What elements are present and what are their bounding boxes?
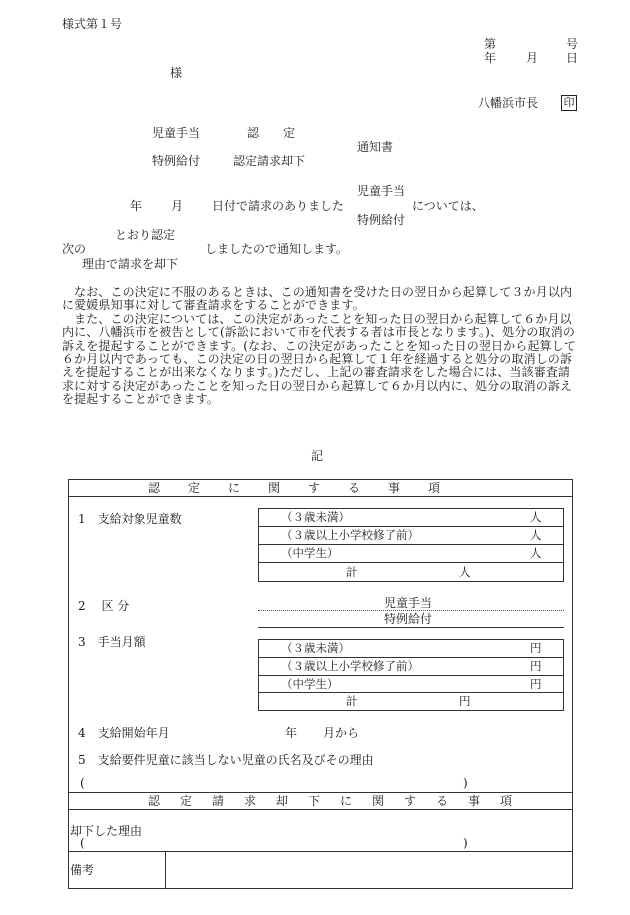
intro-month: 月 [171,199,184,213]
divider [68,496,573,497]
title-action-2: 認定請求却下 [233,154,306,168]
intro-option-1: とおり認定 [115,228,176,242]
item2-option-2: 特例給付 [384,612,433,626]
item1-label: 1 支給対象児童数 [78,512,182,526]
intro-notify: しましたので通知します。 [205,242,349,256]
title-kind-2: 特例給付 [152,154,201,168]
item5-label: 5 支給要件児童に該当しない児童の氏名及びその理由 [78,753,374,767]
item1-row-under3: （３歳未満） [281,510,350,524]
section1-header: 認定に関する事項 [148,481,469,495]
divider [258,562,564,563]
reject-close-paren: ) [463,836,468,850]
intro-kind-1: 児童手当 [357,184,406,198]
divider [68,792,573,793]
intro-about: については、 [412,199,484,213]
seal-stamp: 印 [561,95,577,111]
reject-open-paren: ( [80,836,85,850]
item5-close-paren: ) [463,776,468,790]
date-year: 年 [484,51,497,65]
intro-next: 次の [62,242,87,256]
item1-row-preschool: （３歳以上小学校修了前） [281,528,419,542]
title-action-1: 認 定 [247,126,296,140]
divider [68,851,573,852]
appeal-paragraph: なお、この決定に不服のあるときは、この通知書を受けた日の翌日から起算して３か月以内に愛媛県知事に対して審査請求をすることができます。 [62,285,573,313]
remarks-divider [165,851,166,889]
item3-unit: 円 [530,641,542,655]
date-day: 日 [566,51,579,65]
item1-unit: 人 [530,546,542,560]
intro-option-2: 理由で請求を却下 [82,257,179,271]
item3-label: 3 手当月額 [78,635,146,649]
item4-label: 4 支給開始年月 [78,726,170,740]
addressee-honorific: 様 [170,66,183,80]
item2-option-1: 児童手当 [384,596,433,610]
item3-total-label: 計 [346,694,358,708]
item2-dotted-divider [258,610,564,611]
doc-number-suffix: 号 [566,37,579,51]
issuer-name: 八幡浜市長 [478,96,539,110]
intro-kind-2: 特例給付 [357,213,406,227]
item3-unit: 円 [530,659,542,673]
ki-marker: 記 [311,449,324,463]
divider [68,809,573,810]
item4-year: 年 [285,726,298,740]
item1-unit: 人 [530,528,542,542]
item3-total-unit: 円 [459,694,471,708]
item1-row-junior: （中学生） [281,546,339,560]
item1-total-label: 計 [346,565,358,579]
item3-row-under3: （３歳未満） [281,641,350,655]
intro-date-text: 日付で請求のありました [212,199,345,213]
reject-reason-label: 却下した理由 [70,824,143,838]
title-kind-1: 児童手当 [152,126,201,140]
divider [258,627,564,628]
item1-total-unit: 人 [459,565,471,579]
intro-year: 年 [130,199,143,213]
lawsuit-paragraph: また、この決定については、この決定があったことを知った日の翌日から起算して６か月以内に、八幡浜市を被告として(訴訟において市を代表する者は市長となります。)、処分の取消の訴えを提起することができます。(なお、この決定があったことを知った日の翌日から起算して６か月以内であっても、この決定の日の翌日から起算して１年を経過すると処分の取消しの訴えを提起することが出来なくなります。)ただし、上記の審査請求をした場合には、当該審査請求に対する決定があったことを知った日の翌日から起算して６か月以内に、処分の取消の訴えを提起することができます。 [62,311,577,407]
section2-header: 認定請求却下に関する事項 [148,794,533,808]
item3-row-preschool: （３歳以上小学校修了前） [281,659,419,673]
item3-unit: 円 [530,677,542,691]
item4-month-from: 月から [323,726,360,740]
item3-row-junior: （中学生） [281,677,339,691]
item1-unit: 人 [530,510,542,524]
date-month: 月 [526,51,539,65]
item5-open-paren: ( [80,776,85,790]
title-center: 通知書 [357,140,394,154]
remarks-label: 備考 [70,863,95,877]
item2-label: 2 区 分 [78,599,130,613]
notice-paragraphs [62,286,582,407]
doc-number-prefix: 第 [484,37,497,51]
form-number: 様式第１号 [62,17,123,31]
